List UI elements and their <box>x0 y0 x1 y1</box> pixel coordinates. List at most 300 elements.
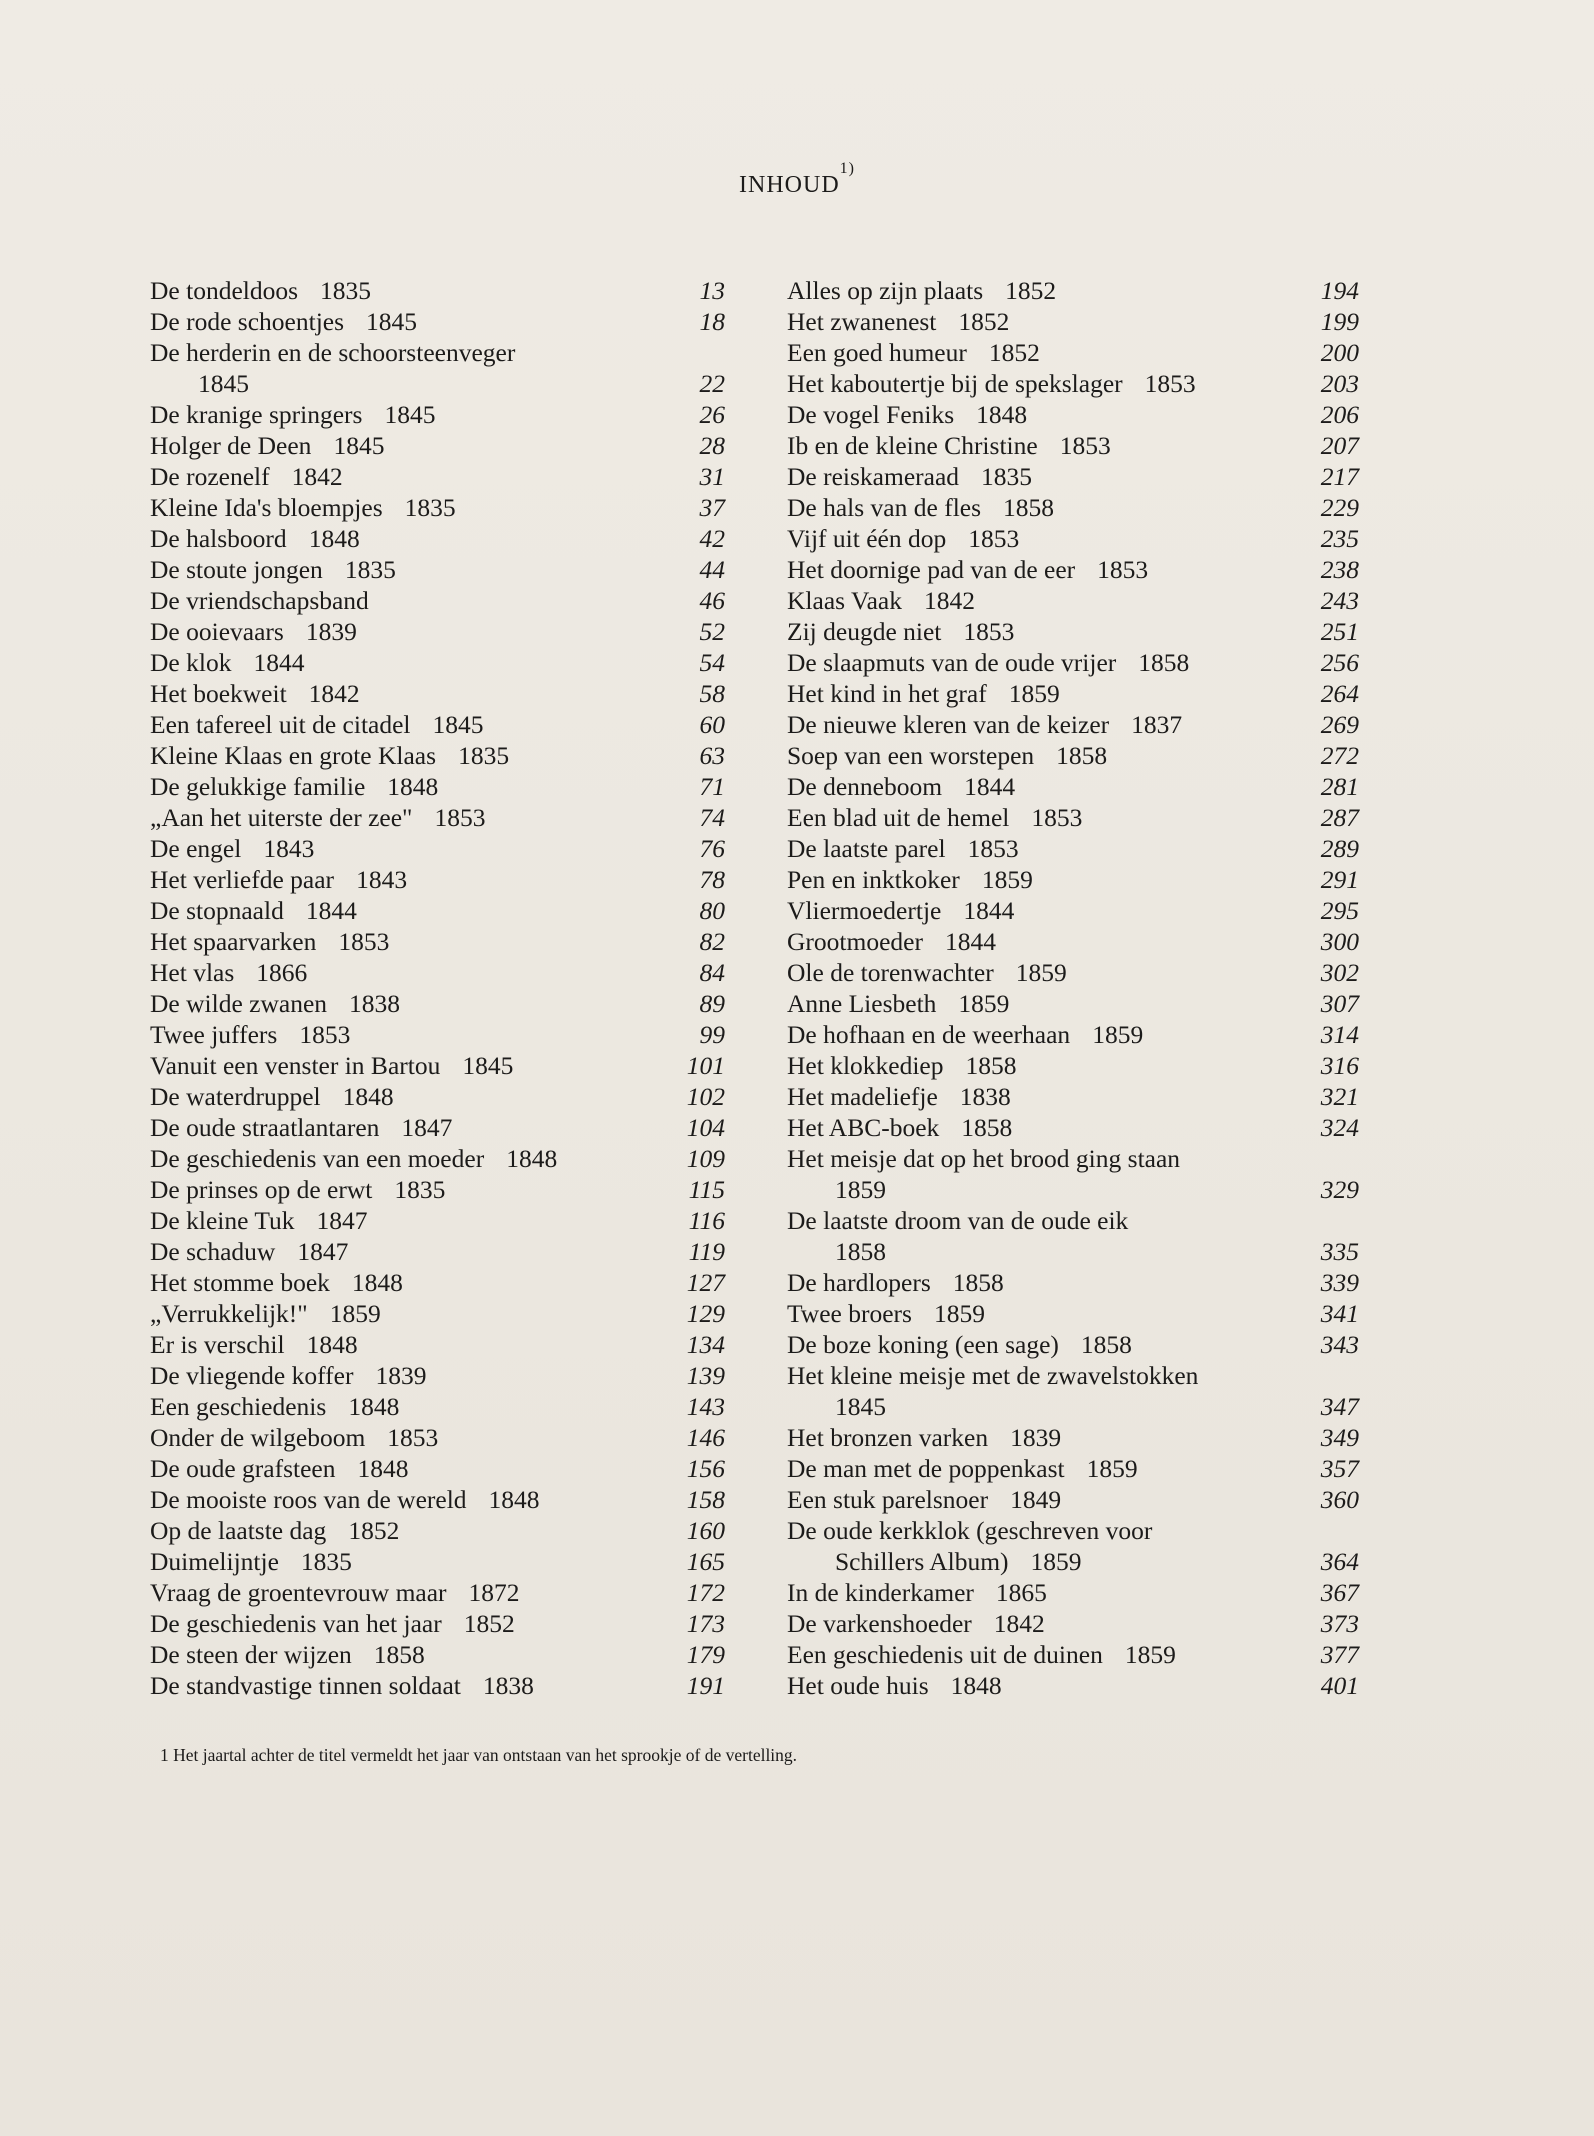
toc-line <box>787 926 1359 957</box>
toc-line <box>150 1298 725 1329</box>
toc-entry <box>787 1422 1359 1453</box>
entry-page-number: 302 <box>1320 958 1359 987</box>
entry-title: Het oude huis <box>787 1671 929 1700</box>
entry-year: 1858 <box>1138 648 1190 677</box>
entry-page-number: 104 <box>686 1113 725 1142</box>
toc-line <box>150 833 725 864</box>
toc-entry <box>787 1019 1359 1050</box>
toc-line <box>150 1112 725 1143</box>
entry-page-number: 80 <box>699 896 725 925</box>
entry-title: De engel <box>150 834 242 863</box>
entry-title: De herderin en de schoorsteenveger <box>150 338 516 367</box>
entry-year: 1845 <box>366 307 418 336</box>
toc-entry <box>150 461 725 492</box>
entry-year: 1847 <box>316 1206 368 1235</box>
toc-entry <box>150 430 725 461</box>
entry-year: 1835 <box>981 462 1033 491</box>
entry-year: 1859 <box>1092 1020 1144 1049</box>
toc-line <box>150 1205 725 1236</box>
toc-line <box>150 988 725 1019</box>
toc-entry <box>150 771 725 802</box>
entry-page-number: 71 <box>699 772 725 801</box>
toc-line <box>150 678 725 709</box>
toc-line <box>787 988 1359 1019</box>
entry-page-number: 194 <box>1320 276 1359 305</box>
toc-line <box>787 1453 1359 1484</box>
entry-title: Alles op zijn plaats <box>787 276 984 305</box>
toc-line <box>150 1050 725 1081</box>
entry-year: 1837 <box>1131 710 1183 739</box>
toc-line <box>787 1670 1359 1701</box>
toc-line <box>787 1143 1359 1174</box>
entry-page-number: 357 <box>1320 1454 1359 1483</box>
toc-line <box>150 1608 725 1639</box>
entry-title: De ooievaars <box>150 617 284 646</box>
entry-title: De kranige springers <box>150 400 363 429</box>
toc-line <box>150 740 725 771</box>
entry-year: 1848 <box>488 1485 540 1514</box>
toc-entry <box>787 802 1359 833</box>
entry-year: 1859 <box>1124 1640 1176 1669</box>
entry-title: Vraag de groentevrouw maar <box>150 1578 447 1607</box>
entry-year: 1835 <box>458 741 510 770</box>
toc-entry <box>150 1081 725 1112</box>
entry-year: 1853 <box>338 927 390 956</box>
toc-line <box>150 1391 725 1422</box>
entry-page-number: 89 <box>699 989 725 1018</box>
entry-year: 1859 <box>1015 958 1067 987</box>
toc-entry <box>150 1360 725 1391</box>
toc-line <box>787 709 1359 740</box>
toc-line <box>787 1515 1359 1546</box>
entry-page-number: 109 <box>686 1144 725 1173</box>
toc-entry <box>150 678 725 709</box>
toc-line <box>150 647 725 678</box>
toc-line <box>787 554 1359 585</box>
entry-title: Een geschiedenis uit de duinen <box>787 1640 1103 1669</box>
entry-title: De standvastige tinnen soldaat <box>150 1671 461 1700</box>
toc-line <box>150 368 725 399</box>
toc-line <box>787 1174 1359 1205</box>
toc-line <box>787 678 1359 709</box>
entry-page-number: 129 <box>686 1299 725 1328</box>
toc-entry <box>787 492 1359 523</box>
entry-page-number: 63 <box>699 741 725 770</box>
page-heading <box>0 160 1594 199</box>
entry-year: 1842 <box>993 1609 1045 1638</box>
entry-title: De vogel Feniks <box>787 400 955 429</box>
entry-page-number: 324 <box>1320 1113 1359 1142</box>
entry-page-number: 199 <box>1320 307 1359 336</box>
entry-title: Een goed humeur <box>787 338 967 367</box>
entry-title: Het zwanenest <box>787 307 937 336</box>
entry-page-number: 360 <box>1320 1485 1359 1514</box>
toc-entry <box>150 1298 725 1329</box>
toc-line <box>150 864 725 895</box>
toc-entry <box>787 461 1359 492</box>
entry-year: 1838 <box>482 1671 534 1700</box>
entry-title: De rode schoentjes <box>150 307 345 336</box>
toc-line <box>787 1112 1359 1143</box>
toc-right-column <box>787 275 1359 1701</box>
entry-page-number: 18 <box>699 307 725 336</box>
entry-year: 1835 <box>404 493 456 522</box>
entry-page-number: 373 <box>1320 1609 1359 1638</box>
toc-left-column <box>150 275 725 1701</box>
entry-page-number: 307 <box>1320 989 1359 1018</box>
entry-title: De stoute jongen <box>150 555 323 584</box>
toc-line <box>150 709 725 740</box>
entry-page-number: 58 <box>699 679 725 708</box>
toc-line <box>787 492 1359 523</box>
toc-entry <box>787 1143 1359 1205</box>
toc-entry <box>150 337 725 399</box>
entry-title: Het madeliefje <box>787 1082 938 1111</box>
toc-line <box>787 1019 1359 1050</box>
entry-year: 1845 <box>835 1392 886 1421</box>
entry-page-number: 101 <box>686 1051 725 1080</box>
toc-entry <box>787 275 1359 306</box>
toc-entry <box>787 337 1359 368</box>
entry-page-number: 82 <box>699 927 725 956</box>
toc-line <box>150 585 725 616</box>
toc-entry <box>787 1360 1359 1422</box>
toc-line <box>150 523 725 554</box>
entry-year: 1835 <box>394 1175 446 1204</box>
entry-page-number: 364 <box>1320 1547 1359 1576</box>
entry-page-number: 367 <box>1320 1578 1359 1607</box>
entry-page-number: 84 <box>699 958 725 987</box>
entry-title: De oude kerkklok (geschreven voor <box>787 1516 1153 1545</box>
toc-line <box>787 337 1359 368</box>
entry-page-number: 52 <box>699 617 725 646</box>
toc-entry <box>150 1112 725 1143</box>
entry-page-number: 335 <box>1320 1237 1359 1266</box>
toc-line <box>787 523 1359 554</box>
entry-page-number: 119 <box>688 1237 725 1266</box>
entry-title: Grootmoeder <box>787 927 923 956</box>
toc-entry <box>787 1112 1359 1143</box>
entry-year: 1859 <box>329 1299 381 1328</box>
entry-title: De schaduw <box>150 1237 276 1266</box>
entry-page-number: 287 <box>1320 803 1359 832</box>
entry-title: Twee broers <box>787 1299 912 1328</box>
entry-page-number: 60 <box>699 710 725 739</box>
toc-line <box>150 1174 725 1205</box>
entry-year: 1835 <box>300 1547 352 1576</box>
entry-title: Klaas Vaak <box>787 586 902 615</box>
entry-title: De tondeldoos <box>150 276 299 305</box>
toc-line <box>150 492 725 523</box>
toc-line <box>787 1608 1359 1639</box>
entry-title: De nieuwe kleren van de keizer <box>787 710 1110 739</box>
entry-year: 1865 <box>995 1578 1047 1607</box>
entry-title: Het klokkediep <box>787 1051 944 1080</box>
toc-entry <box>787 678 1359 709</box>
toc-entry <box>787 1081 1359 1112</box>
entry-page-number: 139 <box>686 1361 725 1390</box>
toc-line <box>150 1329 725 1360</box>
toc-line <box>787 771 1359 802</box>
toc-line <box>150 399 725 430</box>
toc-entry <box>787 957 1359 988</box>
entry-title: Het vlas <box>150 958 235 987</box>
toc-line <box>150 1515 725 1546</box>
entry-year: 1848 <box>357 1454 409 1483</box>
entry-year: 1853 <box>1031 803 1083 832</box>
entry-title: Een blad uit de hemel <box>787 803 1010 832</box>
entry-page-number: 238 <box>1320 555 1359 584</box>
entry-page-number: 217 <box>1320 462 1359 491</box>
toc-entry <box>787 1453 1359 1484</box>
entry-year: 1848 <box>976 400 1028 429</box>
toc-line <box>787 585 1359 616</box>
entry-page-number: 243 <box>1320 586 1359 615</box>
entry-year: 1853 <box>1144 369 1196 398</box>
toc-line <box>787 616 1359 647</box>
entry-page-number: 339 <box>1320 1268 1359 1297</box>
entry-page-number: 281 <box>1320 772 1359 801</box>
entry-title: Het ABC-boek <box>787 1113 940 1142</box>
entry-year: 1853 <box>968 524 1020 553</box>
entry-page-number: 235 <box>1320 524 1359 553</box>
entry-page-number: 172 <box>686 1578 725 1607</box>
entry-page-number: 74 <box>699 803 725 832</box>
toc-line <box>150 1019 725 1050</box>
toc-entry <box>150 957 725 988</box>
toc-entry <box>150 1484 725 1515</box>
entry-title: Het bronzen varken <box>787 1423 989 1452</box>
toc-entry <box>787 1577 1359 1608</box>
entry-year: 1858 <box>952 1268 1004 1297</box>
toc-line <box>787 430 1359 461</box>
entry-title: De vliegende koffer <box>150 1361 354 1390</box>
entry-continuation <box>787 1175 886 1204</box>
entry-year: 1858 <box>373 1640 425 1669</box>
toc-entry <box>150 1019 725 1050</box>
toc-entry <box>787 1050 1359 1081</box>
entry-title: Vanuit een venster in Bartou <box>150 1051 441 1080</box>
toc-entry <box>150 1143 725 1174</box>
entry-page-number: 76 <box>699 834 725 863</box>
entry-year: 1858 <box>1003 493 1055 522</box>
toc-line <box>150 1670 725 1701</box>
entry-title: De hofhaan en de weerhaan <box>787 1020 1071 1049</box>
toc-line <box>787 1422 1359 1453</box>
toc-entry <box>150 1670 725 1701</box>
entry-year: 1845 <box>198 369 249 398</box>
toc-entry <box>150 709 725 740</box>
toc-line <box>150 1639 725 1670</box>
toc-line <box>787 895 1359 926</box>
toc-entry <box>150 1391 725 1422</box>
entry-year: 1843 <box>263 834 315 863</box>
entry-year: 1853 <box>299 1020 351 1049</box>
toc-entry <box>787 1670 1359 1701</box>
entry-title: Duimelijntje <box>150 1547 279 1576</box>
entry-title: De denneboom <box>787 772 943 801</box>
toc-line <box>787 1484 1359 1515</box>
entry-year: 1848 <box>351 1268 403 1297</box>
entry-page-number: 256 <box>1320 648 1359 677</box>
entry-title: Het verliefde paar <box>150 865 335 894</box>
entry-title: Op de laatste dag <box>150 1516 327 1545</box>
entry-page-number: 229 <box>1320 493 1359 522</box>
entry-title: Er is verschil <box>150 1330 285 1359</box>
entry-year: 1848 <box>342 1082 394 1111</box>
toc-entry <box>150 1546 725 1577</box>
toc-entry <box>150 802 725 833</box>
toc-entry <box>787 1205 1359 1267</box>
toc-entry <box>787 833 1359 864</box>
entry-page-number: 173 <box>686 1609 725 1638</box>
toc-entry <box>150 864 725 895</box>
toc-entry <box>150 1422 725 1453</box>
entry-title: Het boekweit <box>150 679 287 708</box>
toc-entry <box>150 1639 725 1670</box>
entry-year: 1858 <box>835 1237 886 1266</box>
entry-page-number: 349 <box>1320 1423 1359 1452</box>
toc-entry <box>787 709 1359 740</box>
entry-title: Het meisje dat op het brood ging staan <box>787 1144 1181 1173</box>
entry-title-continued: Schillers Album) <box>835 1547 1009 1576</box>
toc-entry <box>150 1174 725 1205</box>
entry-year: 1853 <box>434 803 486 832</box>
entry-continuation <box>787 1547 1082 1576</box>
entry-title: De varkenshoeder <box>787 1609 972 1638</box>
entry-page-number: 134 <box>686 1330 725 1359</box>
toc-entry <box>787 926 1359 957</box>
toc-entry <box>150 926 725 957</box>
entry-title: Een tafereel uit de citadel <box>150 710 411 739</box>
toc-entry <box>150 554 725 585</box>
toc-entry <box>787 647 1359 678</box>
entry-page-number: 46 <box>699 586 725 615</box>
entry-page-number: 179 <box>686 1640 725 1669</box>
toc-line <box>787 306 1359 337</box>
entry-year: 1853 <box>1059 431 1111 460</box>
toc-line <box>150 461 725 492</box>
entry-title: De gelukkige familie <box>150 772 366 801</box>
entry-year: 1853 <box>1097 555 1149 584</box>
entry-title: Het kind in het graf <box>787 679 987 708</box>
entry-year: 1859 <box>958 989 1010 1018</box>
entry-title: Kleine Ida's bloempjes <box>150 493 383 522</box>
entry-title: De geschiedenis van het jaar <box>150 1609 442 1638</box>
toc-entry <box>787 306 1359 337</box>
toc-line <box>150 337 725 368</box>
entry-page-number: 44 <box>699 555 725 584</box>
toc-entry <box>787 1515 1359 1577</box>
toc-entry <box>787 864 1359 895</box>
entry-page-number: 127 <box>686 1268 725 1297</box>
entry-page-number: 99 <box>699 1020 725 1049</box>
toc-line <box>787 802 1359 833</box>
toc-line <box>150 1453 725 1484</box>
entry-year: 1847 <box>401 1113 453 1142</box>
entry-page-number: 42 <box>699 524 725 553</box>
toc-line <box>787 368 1359 399</box>
toc-line <box>150 306 725 337</box>
toc-line <box>787 1050 1359 1081</box>
entry-page-number: 264 <box>1320 679 1359 708</box>
toc-entry <box>150 1608 725 1639</box>
entry-title: Vijf uit één dop <box>787 524 947 553</box>
entry-page-number: 300 <box>1320 927 1359 956</box>
toc-entry <box>787 585 1359 616</box>
entry-title: Het doornige pad van de eer <box>787 555 1076 584</box>
toc-line <box>787 1639 1359 1670</box>
entry-title: Zij deugde niet <box>787 617 942 646</box>
entry-title: De prinses op de erwt <box>150 1175 373 1204</box>
entry-title: Holger de Deen <box>150 431 312 460</box>
toc-entry <box>787 430 1359 461</box>
entry-year: 1858 <box>1056 741 1108 770</box>
entry-title: Vliermoedertje <box>787 896 942 925</box>
entry-year: 1853 <box>963 617 1015 646</box>
entry-year: 1859 <box>835 1175 886 1204</box>
entry-year: 1847 <box>297 1237 349 1266</box>
toc-entry <box>787 554 1359 585</box>
toc-line <box>150 430 725 461</box>
toc-entry <box>150 895 725 926</box>
toc-line <box>150 1267 725 1298</box>
entry-page-number: 343 <box>1320 1330 1359 1359</box>
entry-title: De oude grafsteen <box>150 1454 336 1483</box>
entry-year: 1858 <box>1080 1330 1132 1359</box>
toc-line <box>150 616 725 647</box>
entry-continuation <box>787 1237 886 1266</box>
entry-year: 1858 <box>965 1051 1017 1080</box>
entry-title: De stopnaald <box>150 896 284 925</box>
entry-title: Een stuk parelsnoer <box>787 1485 989 1514</box>
entry-continuation <box>787 1392 886 1421</box>
entry-page-number: 26 <box>699 400 725 429</box>
toc-entry <box>150 740 725 771</box>
toc-line <box>787 957 1359 988</box>
entry-title: De rozenelf <box>150 462 270 491</box>
entry-title: De man met de poppenkast <box>787 1454 1065 1483</box>
entry-year: 1872 <box>468 1578 520 1607</box>
toc-entry <box>787 1298 1359 1329</box>
toc-line <box>787 1546 1359 1577</box>
entry-title: Onder de wilgeboom <box>150 1423 366 1452</box>
entry-year: 1845 <box>384 400 436 429</box>
entry-year: 1835 <box>344 555 396 584</box>
entry-year: 1844 <box>305 896 357 925</box>
entry-title: De slaapmuts van de oude vrijer <box>787 648 1117 677</box>
toc-line <box>150 926 725 957</box>
entry-page-number: 28 <box>699 431 725 460</box>
entry-page-number: 22 <box>699 369 725 398</box>
toc-entry <box>787 895 1359 926</box>
entry-year: 1839 <box>375 1361 427 1390</box>
toc-entry <box>150 399 725 430</box>
toc-entry <box>150 275 725 306</box>
toc-entry <box>150 1453 725 1484</box>
toc-line <box>150 1236 725 1267</box>
entry-page-number: 207 <box>1320 431 1359 460</box>
toc-line <box>150 802 725 833</box>
entry-title: „Aan het uiterste der zee" <box>150 803 413 832</box>
toc-line <box>787 399 1359 430</box>
entry-year: 1848 <box>506 1144 558 1173</box>
entry-year: 1848 <box>308 524 360 553</box>
entry-year: 1842 <box>308 679 360 708</box>
toc-entry <box>787 1608 1359 1639</box>
entry-title: Het stomme boek <box>150 1268 330 1297</box>
toc-entry <box>150 523 725 554</box>
